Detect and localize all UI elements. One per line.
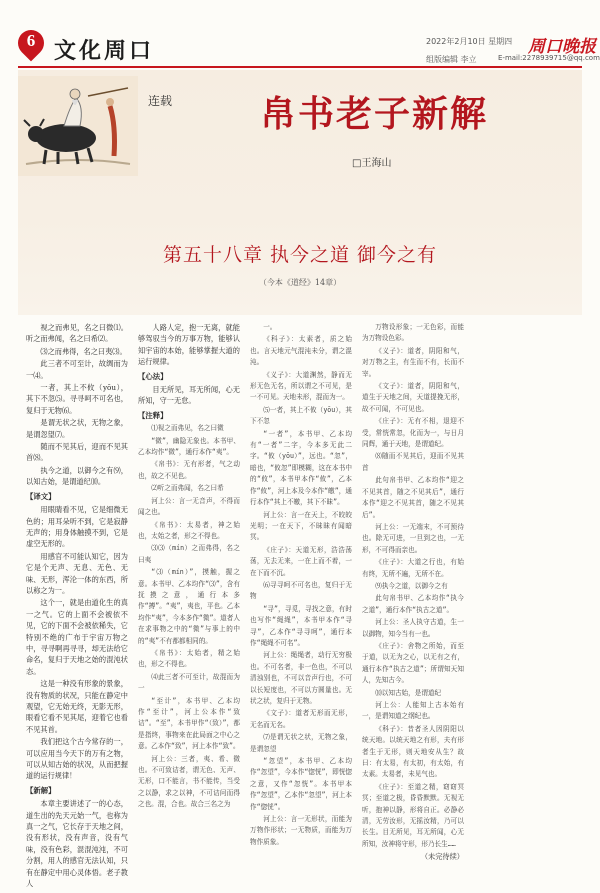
body-paragraph: 人路人定，抱一无离，就能够驾驭当今的万事万物，能够认知宇宙的本始，能够掌握大道的运行规律。 [138, 323, 240, 367]
body-paragraph: 用眼睛看不见，它是细微无色的；用耳朵听不到，它是寂静无声的；用身体触摸不到，它是虚空无形的。 [26, 505, 128, 549]
annotation-paragraph: 此句帛书甲、乙本均作“执今之道”，通行本作“执古之道”。 [362, 594, 464, 614]
section-title: 文化周口 [54, 38, 155, 64]
annotation-paragraph: 《科子》：太素者，质之始也。言天地元气混沌未分，谓之混沌。 [250, 335, 352, 367]
section-heading: 【译文】 [26, 491, 56, 501]
text-column-2 [138, 322, 240, 867]
annotation-paragraph: ⑺是谓无状之状，无物之象，是谓忽望 [250, 733, 352, 753]
page-header [0, 0, 600, 70]
annotation-paragraph: ⑻随而不见其后，迎而不见其首 [362, 452, 464, 472]
annotation-paragraph: 此句帛书甲、乙本均作“迎之不见其首，随之不见其后”，通行本作“迎之不见其首，随之不见其后”。 [362, 476, 464, 519]
body-paragraph: ⑶之而弗得，名之曰夷⑶。 [40, 346, 127, 356]
annotation-paragraph: 《义子》：道者，阴阳和气，对万物之主，有生而不有，长而不宰。 [362, 346, 464, 378]
annotation-paragraph: 河上公：人能知上古本始有一，是谓知道之纲纪也。 [362, 701, 464, 721]
annotation-paragraph: ⑴视之而弗见，名之曰微 [151, 424, 224, 433]
body-paragraph: 此三者不可至计，故绸而为一⑷。 [26, 359, 128, 380]
annotation-paragraph: “一者”，本书甲、乙本均有“一者”二字，今本多无此二字。“攸（yōu）”，远也。“忽”，暗也，“攸忽”即模糊，这在本书中的“攸”，本书甲本作“攸”，乙本作“攸”，河上本及今本作“皦”，通行本作“其上不皦，其下不昧”。 [250, 429, 352, 507]
issue-date: 2022年2月10日 星期四 [426, 37, 513, 46]
article-author: □王海山 [352, 158, 392, 169]
body-paragraph: 是谓无状之状，无物之象，是谓忽望⑺。 [26, 418, 128, 439]
sage-head [70, 89, 80, 99]
text-column-3 [250, 322, 352, 867]
annotation-paragraph: ⑶⑶（mín）之而弗得，名之曰夷 [138, 544, 240, 564]
text-column-1 [26, 322, 128, 889]
annotation-paragraph: 河上公：言一无形状，而能为万物作形状；一无物质，而能为万物作质象。 [250, 815, 352, 846]
text-column-4 [362, 322, 464, 867]
annotation-paragraph: “至计”，本书甲、乙本均作“至计”，河上公本作“致诘”。“至”，本书甲作“（致）”，都是指终，事物来在此局面之中心之意。乙本作“致”，河上本作“致”。 [138, 696, 240, 751]
annotation-paragraph: ⑽以知古始，是谓道纪 [375, 688, 442, 697]
annotation-paragraph: ⑷此三者不可至计，故混而为一 [138, 672, 240, 693]
annotation-paragraph: 《科子》：昔者圣人因阴阳以统天地。以统天地之有形，夫有形者生于无形，则天地安从生？故曰：有太易，有太初，有太始，有太素。太易者，未见气也。 [362, 724, 464, 779]
body-paragraph: 一者，其上不攸（yōu），其下不忽⑸。寻寻呵不可名也，复归于无物⑹。 [26, 383, 128, 415]
annotation-paragraph: 《帛书》：太易者，神之始也，太始之者，形之不得也。 [138, 520, 240, 540]
annotation-paragraph: “微”，幽隐无象也。本书甲、乙本均作“微”，通行本作“夷”。 [138, 436, 240, 457]
annotation-paragraph: 河上公：圣人执守古道，生一以御物，知今当有一也。 [362, 618, 464, 638]
layout-editor: 组版编辑 李立 [426, 55, 477, 64]
annotation-paragraph: 《帛书》：太始者，精之始也，形之不得也。 [138, 648, 240, 669]
annotation-paragraph: ⑹寻寻呵不可名也，复归于无物 [250, 580, 352, 601]
annotation-paragraph: 《文子》：道者，阴阳和气，道生于天地之间，天道提挽无形，故不可闻，不可见也。 [362, 382, 464, 413]
attendant-head [106, 98, 114, 106]
body-paragraph: 视之而弗见，名之曰微⑴。听之而弗闻，名之曰希⑵。 [26, 323, 128, 344]
annotation-paragraph: 河上公：绳绳者，动行无穷极也。不可名者，非一色也，不可以清浊别也，不可以音声行也，不可以长短度也，不可以方圆量也。无状之状，复归于无物。 [250, 651, 352, 705]
annotation-paragraph: 河上公：言一在天上，不皎皎光明；一在天下，不昧昧有闻暗冥。 [250, 510, 352, 542]
annotation-paragraph: 《庄子》：舍物之所始，而至于道，以无为之心，以无有之有，通行本作“执古之道”；所谓知天知人，先知古今。 [362, 641, 464, 685]
annotation-paragraph: 万物设形象；一无色彩，而能为万物设色彩。 [362, 323, 464, 343]
ox-body [36, 124, 96, 152]
annotation-paragraph: ⑵听之而弗闻，名之曰希 [151, 484, 224, 493]
annotation-paragraph: 河上公：三者，夷、希、微也。不可致诘者，谓无色、无声、无形，口不能言，书不能传，当受之以静，求之以神，不可诘问而得之也。混，合也。故合三名之为 [138, 754, 240, 809]
article-body [26, 322, 580, 889]
header-divider [18, 66, 582, 68]
body-paragraph: 目无所见，耳无所闻，心无所知，守一无怠。 [138, 385, 240, 406]
annotation-paragraph: “⑶（mín）”，摸触，握之意。本书甲、乙本均作“⑶”，含有抚摸之意，通行本多作“搏”。“夷”，夷也，平也。乙本均作“夷”，今本多作“微”。道者人在求事物之中的“微”与事上的中的“夷”不有都都相同的。 [138, 568, 240, 645]
annotation-paragraph: 一。 [263, 323, 277, 331]
body-paragraph: 执今之道，以御今之有⑼，以知古始，是谓道纪⑽。 [26, 465, 128, 487]
annotation-paragraph: “忽望”，本书甲、乙本均作“忽望”，今本作“惚恍”，即恍惚之意，又作“忽恍”。本书甲本作“忽望”，乙本作“忽望”，河上本作“惚恍”。 [250, 757, 352, 811]
section-heading: 【心法】 [138, 371, 168, 381]
section-heading: 【注释】 [138, 410, 168, 420]
annotation-paragraph: 《庄子》：无有不相，退迎不受，常恍常忽，化而为一，与日月同辉，通于天地，是谓道纪。 [362, 417, 464, 449]
annotation-paragraph: 《文子》：道者无形而无形，无名而无名。 [250, 709, 352, 729]
ox-head [28, 126, 44, 142]
annotation-paragraph: ⑼执今之道，以御今之有 [375, 581, 448, 590]
chapter-title: 第五十八章 执今之道 御今之有 [162, 244, 438, 266]
chapter-note: （今本《道经》14章） [258, 278, 342, 287]
body-paragraph: 用感官不可能认知它，因为它是个无声、无息、无色、无味、无形，浑沦一体的东西，所以称之为一。 [26, 551, 128, 595]
to-be-continued: （未完待续） [420, 852, 464, 862]
body-paragraph: 这是一种没有形象的景象，没有物质的状况，只能在静定中观望，它无始无终，无影无形，眼看它看不见其尾，迎着它也看不见其首。 [26, 679, 128, 734]
annotation-paragraph: 《义子》：大道渊然，静而无形无色无名，所以谓之不可见，是一不可见。天地未形，混而为一。 [250, 370, 352, 402]
annotation-paragraph: 《庄子》：大道之行也，有始有终，无所不遍，无所不在。 [362, 558, 464, 578]
serial-tag: 连载 [148, 94, 173, 108]
body-paragraph: 我们把这个古今常存的一，可以应用当今天下的万有之物，可以从知古始的状况，从而把握道的运行规律！ [26, 737, 128, 781]
body-paragraph: 这个一，就是由道化生的真一之气。它的上面不会被依不见，它的下面不会被依稀失，它特别不绝的广布于宇宙万物之中，寻寻啊再寻寻，却无法给它命名，复归于天地之始的混沌状态。 [26, 598, 128, 676]
article-title: 帛书老子新解 [260, 93, 489, 135]
annotation-paragraph: 《庄子》：天道无形，浩浩荡荡，无去无来，一在上而不着，一在下而不沉。 [250, 545, 352, 577]
newspaper-masthead: 周口晚报 [528, 37, 596, 57]
annotation-paragraph: “寻”，寻觅，寻找之意，有时也写作“绳绳”，本书甲本作“寻寻”，乙本作“寻寻呵”，通行本作“绳绳不可名”。 [250, 604, 352, 647]
annotation-paragraph: 《庄子》：至道之精，窈窈冥冥；至道之极，昏昏默默。无视无听，抱神以静，形将自正。必静必清，无劳汝形，无摇汝精，乃可以长生。目无所见，耳无所闻，心无所知，汝神将守形，形乃长生…… [362, 782, 464, 848]
section-heading: 【新解】 [26, 785, 56, 795]
annotation-paragraph: 《帛书》：无有形者，气之动也，故之不见也。 [138, 460, 240, 480]
annotation-paragraph: 河上公：言一无音声，不得而闻之也。 [138, 496, 240, 517]
page-number: 6 [26, 31, 36, 50]
body-paragraph: 本章主要讲述了一的心态，道生出的先天元始一气，也称为真一之气，它长存于天地之间，没有形状，没有声音，没有气味，没有色彩，混混沌沌，不可分割，用人的感官无法认知，只有在静定中用心灵体悟。老子教人 [26, 799, 128, 889]
body-paragraph: 随而不见其后，迎而不见其首⑻。 [26, 442, 128, 463]
contact-email: E-mail:2278939715@qq.com [498, 54, 600, 62]
annotation-paragraph: ⑸一者，其上不攸（yōu），其下不忽 [250, 405, 352, 426]
annotation-paragraph: 河上公：一无端末，不可预待也。除无可进，一旦到之也，一无形，不可得而亲也。 [362, 522, 464, 554]
laozi-riding-ox-illustration [18, 76, 138, 176]
